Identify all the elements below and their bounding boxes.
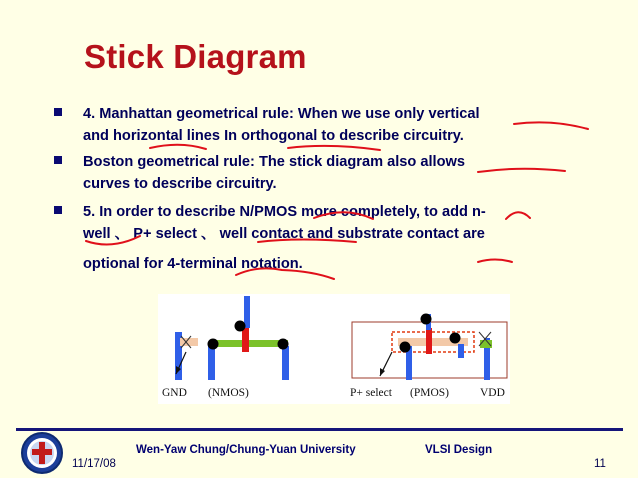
page-title: Stick Diagram	[84, 38, 307, 75]
bullet-line: optional for 4-terminal notation.	[83, 256, 303, 272]
bullet-line: 5. In order to describe N/PMOS more completely, to add n-	[83, 204, 486, 220]
stick-diagram-figure	[158, 294, 510, 404]
footer-divider	[16, 428, 623, 431]
pmos-contact-dot	[450, 333, 461, 344]
nmos-contact-dot	[235, 321, 246, 332]
bullet-line: 4. Manhattan geometrical rule: When we use only vertical	[83, 106, 480, 122]
pmos-label: (PMOS)	[410, 387, 449, 399]
pselect-label: P+ select	[350, 387, 392, 399]
bullet-square-icon	[54, 156, 62, 164]
bullet-line: and horizontal lines In orthogonal to describe circuitry.	[83, 128, 464, 144]
pmos-metal-right	[458, 344, 464, 358]
footer-credit: Wen-Yaw Chung/Chung-Yuan University	[136, 444, 356, 456]
bullet-text	[83, 151, 628, 195]
footer-date: 11/17/08	[72, 458, 116, 470]
page-number: 11	[594, 458, 606, 470]
university-logo-icon	[20, 431, 64, 475]
footer-course: VLSI Design	[425, 444, 493, 456]
bullet-line: curves to describe circuitry.	[83, 176, 277, 192]
well-contact-green	[480, 340, 492, 348]
substrate-contact-pad	[180, 338, 198, 346]
bullet-line: well 、 P+ select 、 well contact and substrate contact are	[83, 226, 485, 242]
underline-contact-dash	[478, 260, 512, 263]
nmos-metal-right	[282, 346, 289, 380]
pmos-contact-dot	[421, 314, 432, 325]
pmos-poly-gate	[426, 328, 432, 354]
nmos-metal-top	[244, 296, 250, 328]
pmos-contact-dot	[400, 342, 411, 353]
nmos-contact-dot	[208, 339, 219, 350]
bullet-text	[83, 201, 628, 245]
bullet-text	[83, 103, 628, 147]
bullet-square-icon	[54, 108, 62, 116]
bullet-line: Boston geometrical rule: The stick diagram also allows	[83, 154, 465, 170]
nmos-contact-dot	[278, 339, 289, 350]
nmos-label: (NMOS)	[208, 387, 249, 399]
bullet-square-icon	[54, 206, 62, 214]
nmos-metal-left	[208, 346, 215, 380]
gnd-label: GND	[162, 387, 187, 399]
vdd-label: VDD	[480, 387, 505, 399]
